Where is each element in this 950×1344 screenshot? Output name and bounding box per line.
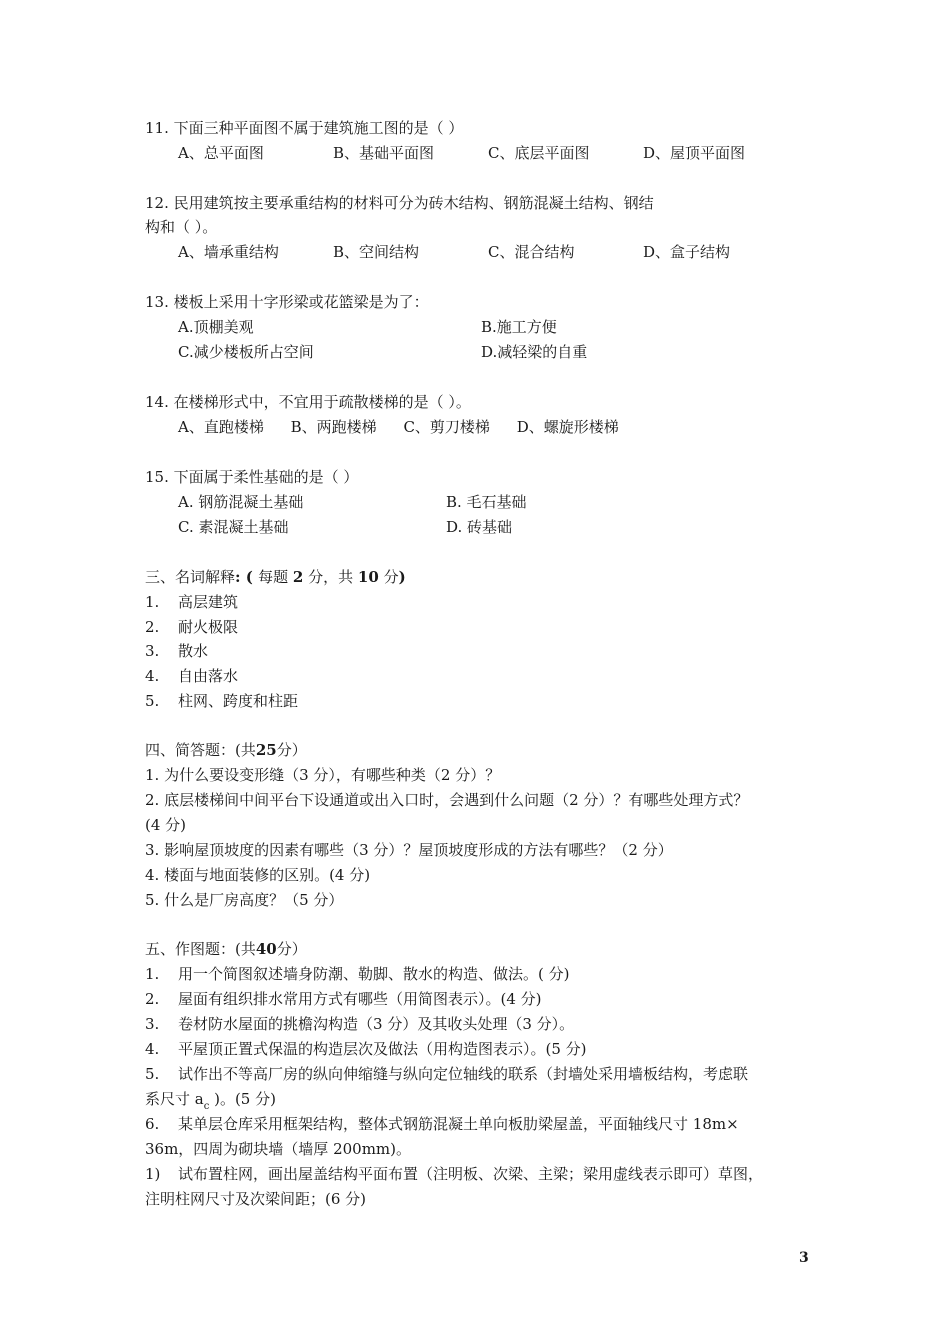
q12-options bbox=[178, 242, 798, 262]
section5-heading bbox=[145, 939, 307, 959]
section5-sub-1-line2: 注明柱网尺寸及次梁间距；(6 分) bbox=[145, 1190, 367, 1208]
section5-title: 五、作图题：(共 bbox=[145, 940, 256, 958]
q12-option-a: A、墙承重结构 bbox=[178, 243, 279, 261]
section4-item-2: 2. 底层楼梯间中间平台下设通道或出入口时，会遇到什么问题（2 分）？有哪些处理方式？ bbox=[145, 791, 749, 809]
section4-points: 25 bbox=[255, 741, 277, 759]
q13-option-a: A.顶棚美观 bbox=[178, 318, 254, 336]
q13-option-c: C.减少楼板所占空间 bbox=[178, 343, 314, 361]
q15-options-row2 bbox=[178, 517, 512, 537]
q12-option-c: C、混合结构 bbox=[488, 243, 575, 261]
item-text: 耐火极限 bbox=[178, 618, 239, 636]
q14-options bbox=[178, 417, 641, 437]
item-number: 2. bbox=[145, 618, 160, 636]
section5-item bbox=[145, 964, 569, 984]
section3-paren-open: ( bbox=[240, 568, 259, 586]
q12-option-b: B、空间结构 bbox=[333, 243, 420, 261]
item-number: 3. bbox=[145, 642, 160, 660]
q13-option-d: D.减轻梁的自重 bbox=[481, 343, 588, 361]
item-text: 自由落水 bbox=[178, 667, 239, 685]
section4-item-4: 4. 楼面与地面装修的区别。(4 分) bbox=[145, 866, 371, 884]
section3-item bbox=[145, 666, 238, 686]
q11-option-a: A、总平面图 bbox=[178, 144, 264, 162]
q14-option-c: C、剪刀楼梯 bbox=[403, 418, 490, 436]
item-number: 4. bbox=[145, 667, 160, 685]
section4-item-3: 3. 影响屋顶坡度的因素有哪些（3 分）？屋顶坡度形成的方法有哪些？（2 分） bbox=[145, 841, 673, 859]
section4-suffix: 分） bbox=[276, 741, 307, 759]
section5-item bbox=[145, 1014, 574, 1034]
section5-item-6-line2: 36m，四周为砌块墙（墙厚 200mm)。 bbox=[145, 1140, 412, 1158]
section3-mid1: 每题 bbox=[258, 568, 289, 586]
section5-suffix: 分） bbox=[276, 940, 307, 958]
section3-colon: : bbox=[235, 568, 241, 586]
section5-sub-1-line1 bbox=[145, 1164, 763, 1184]
item-number: 5. bbox=[145, 692, 160, 710]
q13-stem: 13. 楼板上采用十字形梁或花篮梁是为了： bbox=[145, 293, 429, 311]
section3-mid2: 分，共 bbox=[308, 568, 354, 586]
q13-option-b: B.施工方便 bbox=[481, 318, 557, 336]
section3-heading bbox=[145, 567, 406, 587]
item-number: 2. bbox=[145, 990, 160, 1008]
item-text: 用一个简图叙述墙身防潮、勒脚、散水的构造、做法。( 分) bbox=[178, 965, 570, 983]
q11-options bbox=[178, 143, 798, 163]
q12-option-d: D、盒子结构 bbox=[643, 243, 731, 261]
q14-option-d: D、螺旋形楼梯 bbox=[516, 418, 619, 436]
q15-option-a: A. 钢筋混凝土基础 bbox=[178, 493, 304, 511]
item-text: )。(5 分) bbox=[209, 1090, 276, 1108]
section5-item-5-line1 bbox=[145, 1064, 748, 1084]
item-number: 4. bbox=[145, 1040, 160, 1058]
item-text: 平屋顶正置式保温的构造层次及做法（用构造图表示）。(5 分) bbox=[178, 1040, 587, 1058]
section4-item-5: 5. 什么是厂房高度？（5 分） bbox=[145, 891, 344, 909]
section5-item bbox=[145, 1039, 587, 1059]
item-text: 散水 bbox=[178, 642, 209, 660]
item-number: 1) bbox=[145, 1165, 161, 1183]
section3-title: 三、名词解释 bbox=[145, 568, 236, 586]
q15-option-d: D. 砖基础 bbox=[446, 518, 513, 536]
q12-stem-line1: 12. 民用建筑按主要承重结构的材料可分为砖木结构、钢筋混凝土结构、钢结 bbox=[145, 194, 654, 212]
q14-stem: 14. 在楼梯形式中，不宜用于疏散楼梯的是（ ）。 bbox=[145, 393, 471, 411]
q11-option-b: B、基础平面图 bbox=[333, 144, 435, 162]
item-text: 试作出不等高厂房的纵向伸缩缝与纵向定位轴线的联系（封墙处采用墙板结构，考虑联 bbox=[178, 1065, 749, 1083]
section4-title: 四、简答题：(共 bbox=[145, 741, 256, 759]
section3-points-each: 2 bbox=[292, 568, 304, 586]
item-text: 卷材防水屋面的挑檐沟构造（3 分）及其收头处理（3 分）。 bbox=[178, 1015, 575, 1033]
q11-stem: 11. 下面三种平面图不属于建筑施工图的是（ ） bbox=[145, 119, 464, 137]
q13-options-row1 bbox=[178, 317, 557, 337]
q15-options-row1 bbox=[178, 492, 527, 512]
q11-option-d: D、屋顶平面图 bbox=[643, 144, 746, 162]
section3-item bbox=[145, 641, 208, 661]
q12-stem-line2: 构和（ ）。 bbox=[145, 218, 218, 236]
section5-item-6-line1 bbox=[145, 1114, 739, 1134]
section4-item-1: 1. 为什么要设变形缝（3 分），有哪些种类（2 分）？ bbox=[145, 766, 501, 784]
item-text: 某单层仓库采用框架结构，整体式钢筋混凝土单向板肋梁屋盖，平面轴线尺寸 18m× bbox=[178, 1115, 739, 1133]
item-text: 柱网、跨度和柱距 bbox=[178, 692, 299, 710]
q15-option-c: C. 素混凝土基础 bbox=[178, 518, 289, 536]
item-text: 屋面有组织排水常用方式有哪些（用简图表示）。(4 分) bbox=[178, 990, 542, 1008]
q15-option-b: B. 毛石基础 bbox=[446, 493, 527, 511]
section3-item bbox=[145, 617, 238, 637]
section5-points: 40 bbox=[255, 940, 277, 958]
section4-heading bbox=[145, 740, 307, 760]
section5-item bbox=[145, 989, 542, 1009]
q11-option-c: C、底层平面图 bbox=[488, 144, 590, 162]
section3-item bbox=[145, 691, 298, 711]
item-number: 1. bbox=[145, 965, 160, 983]
section3-mid3: 分 bbox=[383, 568, 399, 586]
item-number: 6. bbox=[145, 1115, 160, 1133]
section4-item-2-cont: (4 分) bbox=[145, 816, 187, 834]
section3-item bbox=[145, 592, 238, 612]
q15-stem: 15. 下面属于柔性基础的是（ ） bbox=[145, 468, 359, 486]
item-text: 系尺寸 a bbox=[145, 1090, 204, 1108]
item-number: 3. bbox=[145, 1015, 160, 1033]
q13-options-row2 bbox=[178, 342, 587, 362]
item-text: 高层建筑 bbox=[178, 593, 239, 611]
section3-points-total: 10 bbox=[357, 568, 379, 586]
page-number: 3 bbox=[799, 1250, 809, 1266]
section3-paren-close: ) bbox=[398, 568, 406, 586]
q14-option-a: A、直跑楼梯 bbox=[178, 418, 264, 436]
q14-option-b: B、两跑楼梯 bbox=[290, 418, 377, 436]
subscript-c: c bbox=[203, 1101, 210, 1112]
section5-item-5-line2 bbox=[145, 1089, 276, 1112]
item-number: 5. bbox=[145, 1065, 160, 1083]
item-number: 1. bbox=[145, 593, 160, 611]
item-text: 试布置柱网，画出屋盖结构平面布置（注明板、次梁、主梁；梁用虚线表示即可）草图， bbox=[178, 1165, 764, 1183]
